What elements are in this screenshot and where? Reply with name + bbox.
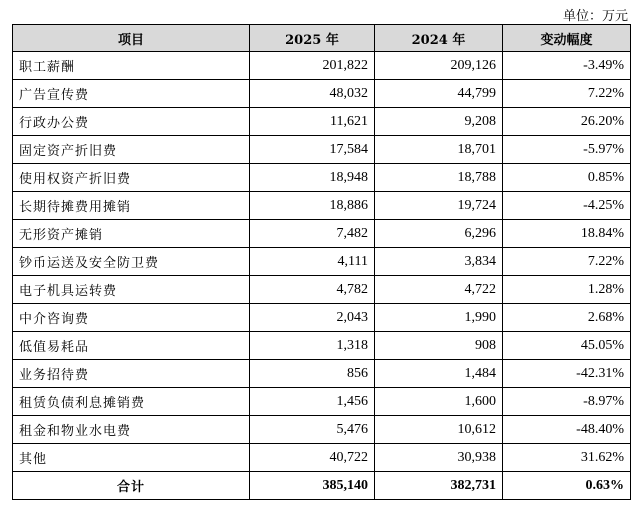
item-cell: 固定资产折旧费 <box>13 136 250 164</box>
header-row <box>13 25 631 52</box>
change-cell: 31.62% <box>503 444 631 472</box>
table-row <box>13 304 631 332</box>
table-row <box>13 220 631 248</box>
value-2024-cell: 1,600 <box>375 388 503 416</box>
value-2024-cell: 908 <box>375 332 503 360</box>
item-cell: 电子机具运转费 <box>13 276 250 304</box>
value-2025-cell: 2,043 <box>250 304 375 332</box>
value-2024-cell: 18,788 <box>375 164 503 192</box>
item-cell: 其他 <box>13 444 250 472</box>
table-row <box>13 52 631 80</box>
change-cell: 7.22% <box>503 248 631 276</box>
item-cell: 无形资产摊销 <box>13 220 250 248</box>
item-cell: 长期待摊费用摊销 <box>13 192 250 220</box>
value-2025-cell: 1,318 <box>250 332 375 360</box>
value-2025-cell: 4,111 <box>250 248 375 276</box>
change-cell: -5.97% <box>503 136 631 164</box>
table-row <box>13 136 631 164</box>
header-item: 项目 <box>13 25 250 52</box>
table-row <box>13 164 631 192</box>
table-row <box>13 80 631 108</box>
change-cell: 2.68% <box>503 304 631 332</box>
item-cell: 租赁负债利息摊销费 <box>13 388 250 416</box>
change-cell: -8.97% <box>503 388 631 416</box>
value-2024-cell: 44,799 <box>375 80 503 108</box>
value-2024-cell: 3,834 <box>375 248 503 276</box>
value-2024-cell: 9,208 <box>375 108 503 136</box>
item-cell: 合计 <box>13 472 250 500</box>
change-cell: -48.40% <box>503 416 631 444</box>
change-cell: 0.63% <box>503 472 631 500</box>
item-cell: 租金和物业水电费 <box>13 416 250 444</box>
change-cell: 0.85% <box>503 164 631 192</box>
value-2025-cell: 4,782 <box>250 276 375 304</box>
value-2024-cell: 18,701 <box>375 136 503 164</box>
table-row <box>13 360 631 388</box>
value-2025-cell: 18,886 <box>250 192 375 220</box>
table-row <box>13 416 631 444</box>
item-cell: 业务招待费 <box>13 360 250 388</box>
item-cell: 行政办公费 <box>13 108 250 136</box>
item-cell: 使用权资产折旧费 <box>13 164 250 192</box>
item-cell: 低值易耗品 <box>13 332 250 360</box>
value-2025-cell: 18,948 <box>250 164 375 192</box>
value-2025-cell: 1,456 <box>250 388 375 416</box>
table-row <box>13 108 631 136</box>
change-cell: 1.28% <box>503 276 631 304</box>
change-cell: 18.84% <box>503 220 631 248</box>
table-row <box>13 276 631 304</box>
table-row <box>13 248 631 276</box>
table-row <box>13 444 631 472</box>
value-2025-cell: 5,476 <box>250 416 375 444</box>
table-row <box>13 332 631 360</box>
value-2025-cell: 385,140 <box>250 472 375 500</box>
value-2025-cell: 11,621 <box>250 108 375 136</box>
unit-label: 单位：万元 <box>562 9 628 24</box>
value-2024-cell: 19,724 <box>375 192 503 220</box>
value-2024-cell: 30,938 <box>375 444 503 472</box>
item-cell: 广告宣传费 <box>13 80 250 108</box>
change-cell: 7.22% <box>503 80 631 108</box>
value-2025-cell: 201,822 <box>250 52 375 80</box>
value-2024-cell: 1,484 <box>375 360 503 388</box>
value-2024-cell: 209,126 <box>375 52 503 80</box>
change-cell: 45.05% <box>503 332 631 360</box>
value-2025-cell: 7,482 <box>250 220 375 248</box>
header-2025: 2025 年 <box>250 25 375 52</box>
item-cell: 钞币运送及安全防卫费 <box>13 248 250 276</box>
header-2024: 2024 年 <box>375 25 503 52</box>
item-cell: 职工薪酬 <box>13 52 250 80</box>
value-2025-cell: 17,584 <box>250 136 375 164</box>
change-cell: -42.31% <box>503 360 631 388</box>
value-2024-cell: 10,612 <box>375 416 503 444</box>
expense-table <box>12 24 631 500</box>
change-cell: -4.25% <box>503 192 631 220</box>
value-2024-cell: 6,296 <box>375 220 503 248</box>
value-2024-cell: 1,990 <box>375 304 503 332</box>
table-row <box>13 192 631 220</box>
change-cell: 26.20% <box>503 108 631 136</box>
total-row <box>13 472 631 500</box>
table-row <box>13 388 631 416</box>
value-2024-cell: 4,722 <box>375 276 503 304</box>
change-cell: -3.49% <box>503 52 631 80</box>
value-2024-cell: 382,731 <box>375 472 503 500</box>
value-2025-cell: 856 <box>250 360 375 388</box>
item-cell: 中介咨询费 <box>13 304 250 332</box>
value-2025-cell: 40,722 <box>250 444 375 472</box>
value-2025-cell: 48,032 <box>250 80 375 108</box>
header-change: 变动幅度 <box>503 25 631 52</box>
